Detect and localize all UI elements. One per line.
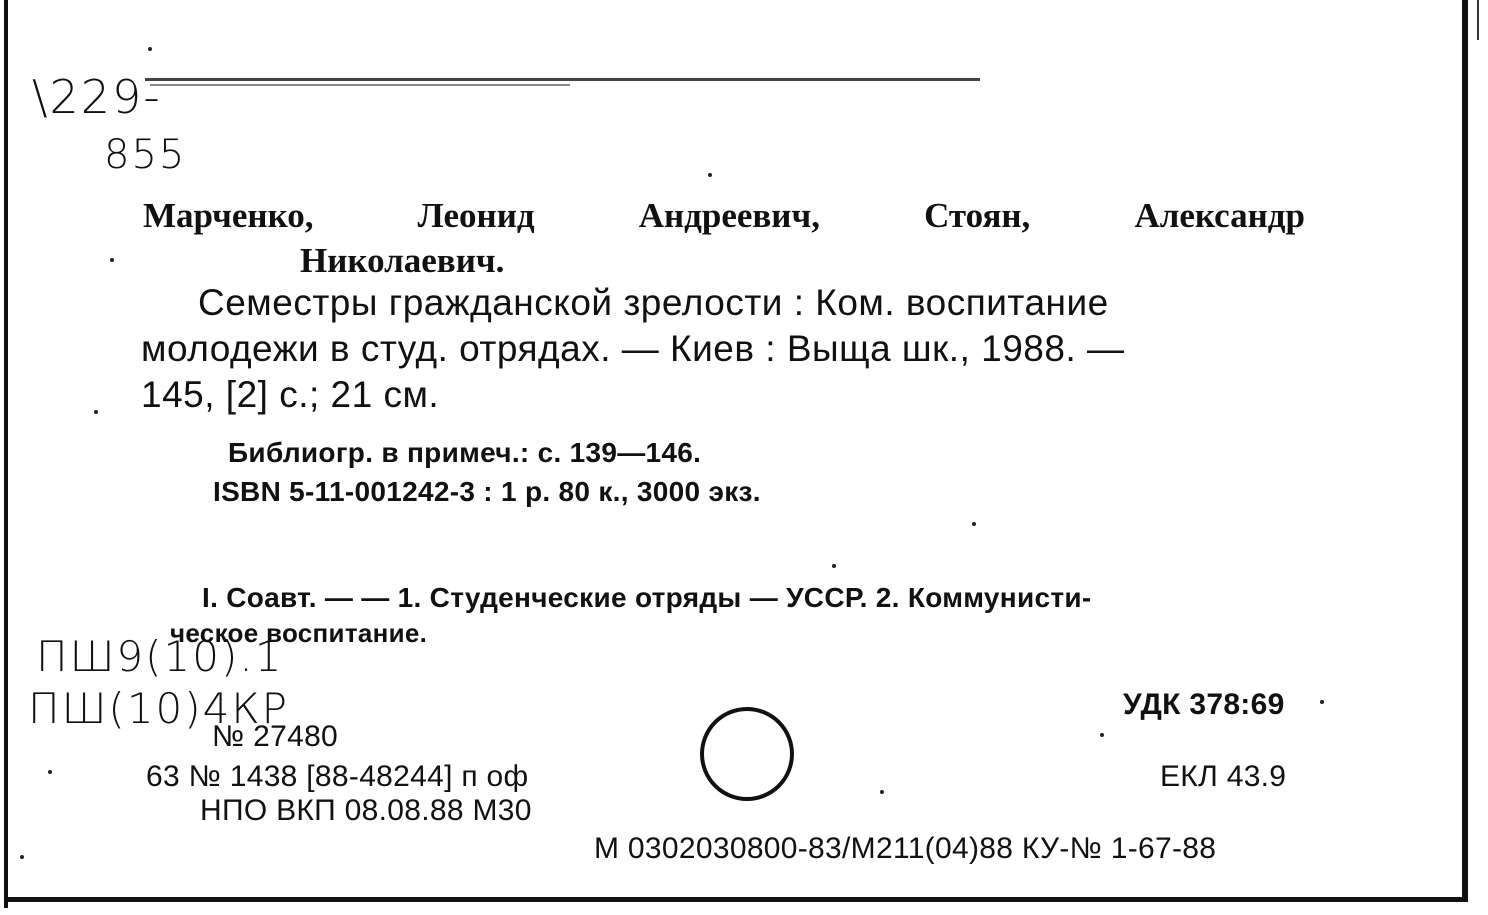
- handwritten-class-mark-1: ПШ9(10).1: [36, 632, 284, 681]
- print-speck: [20, 855, 24, 859]
- print-speck: [48, 770, 52, 774]
- print-speck: [708, 173, 712, 177]
- subject-tracings: I. Соавт. — — 1. Студенческие отряды — УССР. 2. Коммунисти-: [202, 582, 1092, 613]
- card-border-bottom: [4, 897, 1466, 902]
- catalog-code: М 0302030800-83/М211(04)88 КУ-№ 1-67-88: [594, 832, 1217, 865]
- print-speck: [1320, 700, 1324, 704]
- isbn-line: ISBN 5-11-001242-3 : 1 р. 80 к., 3000 экз.: [213, 476, 761, 507]
- handwritten-call-number-line2: 855: [104, 132, 187, 178]
- print-order: 63 № 1438 [88-48244] п оф: [146, 760, 529, 793]
- handwritten-class-mark-2: ПШ(10)4КР: [28, 684, 289, 733]
- top-rule: [145, 78, 980, 81]
- author-word: Стоян,: [924, 196, 1031, 235]
- author-word: Марченко,: [143, 196, 314, 235]
- card-border-right: [1462, 0, 1468, 902]
- publisher-line: НПО ВКП 08.08.88 М30: [200, 794, 532, 827]
- print-speck: [1100, 733, 1104, 737]
- title-line: Семестры гражданской зрелости : Ком. воспитание: [198, 282, 1109, 323]
- author-word: Александр: [1134, 196, 1305, 235]
- author-heading-continued: Николаевич.: [300, 241, 505, 280]
- print-speck: [110, 258, 114, 262]
- ekl-code: ЕКЛ 43.9: [1160, 760, 1287, 793]
- print-speck: [832, 564, 836, 568]
- punch-hole-circle: [700, 707, 794, 801]
- print-speck: [972, 522, 976, 526]
- print-speck: [94, 410, 98, 414]
- udk-code: УДК 378:69: [1123, 688, 1285, 721]
- author-heading: [143, 196, 1305, 236]
- print-speck: [148, 47, 152, 51]
- print-speck: [880, 790, 884, 794]
- card-border-left: [4, 0, 8, 908]
- top-rule-faint: [150, 84, 570, 86]
- subject-tracings-continued: ческое воспитание.: [170, 618, 428, 648]
- handwritten-call-number-line1: \229-: [32, 70, 162, 124]
- card-number: № 27480: [212, 720, 339, 753]
- bibliography-note: Библиогр. в примеч.: с. 139—146.: [228, 437, 702, 468]
- physical-description: 145, [2] с.; 21 см.: [141, 374, 440, 415]
- card-border-mark: [1477, 0, 1479, 40]
- author-word: Андреевич,: [638, 196, 820, 235]
- title-line: молодежи в студ. отрядах. — Киев : Выща шк., 1988. —: [141, 328, 1125, 369]
- author-word: Леонид: [417, 196, 535, 235]
